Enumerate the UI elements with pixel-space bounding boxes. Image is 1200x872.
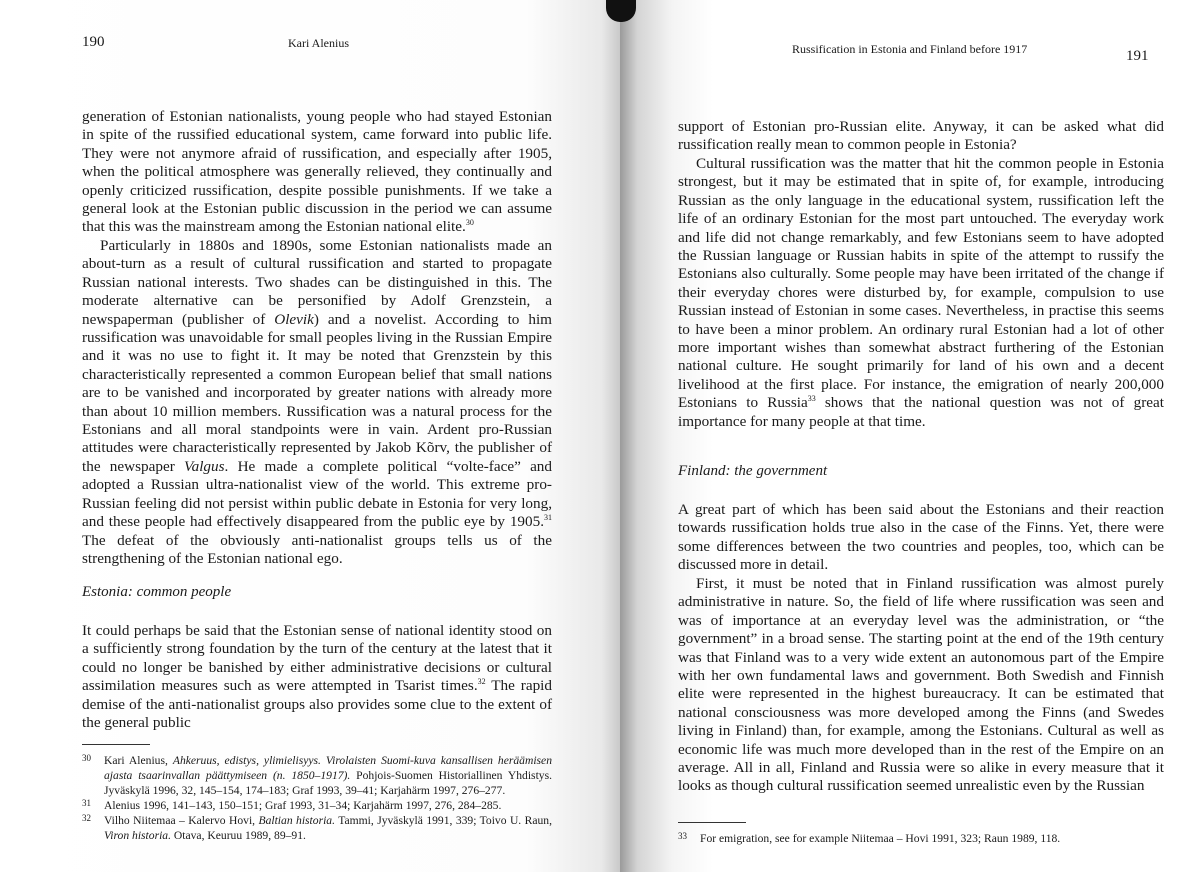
italic-text: Olevik (274, 310, 314, 328)
text-run: ) and a novelist. According to him russification was unavoidable for small peoples living in the Russian Empire and it was no use to fight it. It may be noted that Grenzstein by this characteristically represented a common European belief that small nations are to be vanished and incorporated by greater nations with already more than about 10 million members. Russification was a natural process for the Estonians and all moral standpoints were in vain. Ardent pro-Russian attitudes were characteristically represented by Jakob Kõrv, the publisher of the newspaper (82, 310, 552, 475)
text-run: Alenius 1996, 141–143, 150–151; Graf 1993, 31–34; Karjahärm 1997, 276, 284–285. (104, 799, 502, 812)
page-number: 190 (82, 34, 105, 50)
text-run: First, it must be noted that in Finland russification was almost purely administrative in nature. So, the field of life where russification was seen and was of importance at an everyday level was the administration, or “the government” in a broad sense. The starting point at the end of the 19th century was that Finland was to a very wide extent an autonomous part of the Empire with her own fundamental laws and government. Both Swedish and Finnish elite were represented in the highest bureaucracy. It can be estimated that national consciousness was more developed among the Finns (and Swedes living in Finland) than, for example, among the Estonians. Cultural as well as economic life was much more developed than in the rest of the Empire on an average. All in all, Finland and Russia were so alike in every measure that it looks as though cultural russification seemed unrealistic even by the Russian (678, 575, 1164, 795)
right-page (620, 0, 1200, 872)
paragraph (678, 155, 1164, 431)
paragraph (82, 622, 552, 732)
paragraph (678, 118, 1164, 155)
footnote-mark: 32 (82, 813, 91, 823)
text-run: generation of Estonian nationalists, young people who had stayed Estonian in spite of the russified educational system, came forward into public life. They were not anymore afraid of russification, and especially after 1905, when the political atmosphere was generally relieved, they continually and openly criticized russification, despite possible punishments. If we take a general look at the Estonian public discussion in the period we can assume that this was the mainstream among the Estonian national elite. (82, 108, 552, 236)
text-run: It could perhaps be said that the Estonian sense of national identity stood on a sufficiently strong foundation by the turn of the century at the latest that it could no longer be banished by either administrative decisions or cultural assimilation measures such as were attempted in Tsarist times. (82, 622, 552, 695)
footnote-mark: 33 (678, 831, 687, 841)
text-run: Vilho Niitemaa – Kalervo Hovi, (104, 814, 259, 827)
text-run: Particularly in 1880s and 1890s, some Estonian nationalists made an about-turn as a result of cultural russification and started to propagate Russian national interests. Two shades can be distinguished in this. The moderate alternative can be personified by Adolf Grenzstein, a newspaperman (publisher of (82, 237, 552, 328)
footnote-ref: 33 (807, 394, 816, 404)
footnote-rule (82, 744, 150, 745)
section-subheading: Finland: the government (678, 463, 828, 479)
italic-text: Valgus (184, 457, 225, 475)
text-run: shows that the national question was not of great importance for many people at that time. (678, 394, 1164, 430)
footnote-text (104, 814, 552, 842)
paragraph (82, 108, 552, 237)
text-run: Cultural russification was the matter that hit the common people in Estonia strongest, but it may be estimated that in spite of, for example, introducing Russian as the only language in the educational system, russification left the life of an ordinary Estonian for the most part untouched. The everyday work and life did not change remarkably, and few Estonians seem to have adopted the Russian language or Russian habits in spite of the attempt to russify the Estonians also culturally. Some people may have been irritated of the change if their everyday chores were disturbed by, for example, compulsion to use Russian instead of Estonian in some cases. Nevertheless, in practise this seems to have been a minor problem. An ordinary rural Estonian had a lot of other more important wishes than somewhat abstract furthering of the Estonian national culture. He sought primarily for land of his own and a decent livelihood at the first place. For instance, the emigration of nearly 200,000 Estonians to Russia (678, 155, 1164, 412)
paragraph (678, 575, 1164, 796)
page-number: 191 (1126, 48, 1149, 64)
text-run: . He made a complete political “volte-face” and adopted a Russian ultra-nationalist view of the world. This extreme pro-Russian feeling did not persist within public debate in Estonia for very long, and these people had effectively disappeared from the public eye by 1905. (82, 457, 552, 531)
italic-text: Baltian historia. (258, 814, 336, 827)
footnote-text (104, 799, 501, 812)
footnote (82, 813, 552, 843)
text-run: Tammi, Jyväskylä 1991, 339; Toivo U. Raun, (335, 814, 552, 827)
text-run: The defeat of the obviously anti-nationalist groups tells us of the strengthening of the Estonian national ego. (82, 531, 552, 567)
text-run: For emigration, see for example Niitemaa – Hovi 1991, 323; Raun 1989, 118. (700, 832, 1061, 845)
running-head: Kari Alenius (288, 36, 349, 50)
italic-text: Ahkeruus, edistys, ylimielisyys. Virolaisten Suomi-kuva kansallisen heräämisen ajasta tsaarinvallan päättymiseen (n. 1850–1917). (104, 754, 552, 782)
italic-text: Viron historia. (104, 829, 171, 842)
paragraph (82, 237, 552, 568)
footnote-text (700, 832, 1060, 845)
paragraph (678, 501, 1164, 575)
footnote-ref: 32 (477, 677, 486, 687)
text-run: Otava, Keuruu 1989, 89–91. (171, 829, 306, 842)
footnote-mark: 31 (82, 798, 91, 808)
footnote-rule (678, 822, 746, 823)
running-head: Russification in Estonia and Finland before 1917 (792, 42, 1028, 56)
text-run: Kari Alenius, (104, 754, 173, 767)
text-run: A great part of which has been said about the Estonians and their reaction towards russification holds true also in the case of the Finns. Yet, there were some differences between the two countries and peoples, too, which can be discussed more in detail. (678, 501, 1164, 574)
text-run: support of Estonian pro-Russian elite. Anyway, it can be asked what did russification really mean to common people in Estonia? (678, 118, 1164, 154)
footnote (82, 753, 552, 798)
text-run: Pohjois-Suomen Historiallinen Yhdistys. Jyväskylä 1996, 32, 145–154, 174–183; Graf 1993, 39–41; Karjahärm 1997, 276–277. (104, 769, 552, 797)
section-subheading: Estonia: common people (82, 584, 232, 600)
footnote (678, 831, 1140, 846)
footnote-mark: 30 (82, 753, 91, 763)
footnote-ref: 31 (544, 513, 552, 523)
text-run: The rapid demise of the anti-nationalist groups also provides some clue to the extent of the general public (82, 677, 552, 732)
footnote-text (104, 754, 552, 797)
footnote (82, 798, 552, 813)
footnote-ref: 30 (465, 218, 474, 228)
